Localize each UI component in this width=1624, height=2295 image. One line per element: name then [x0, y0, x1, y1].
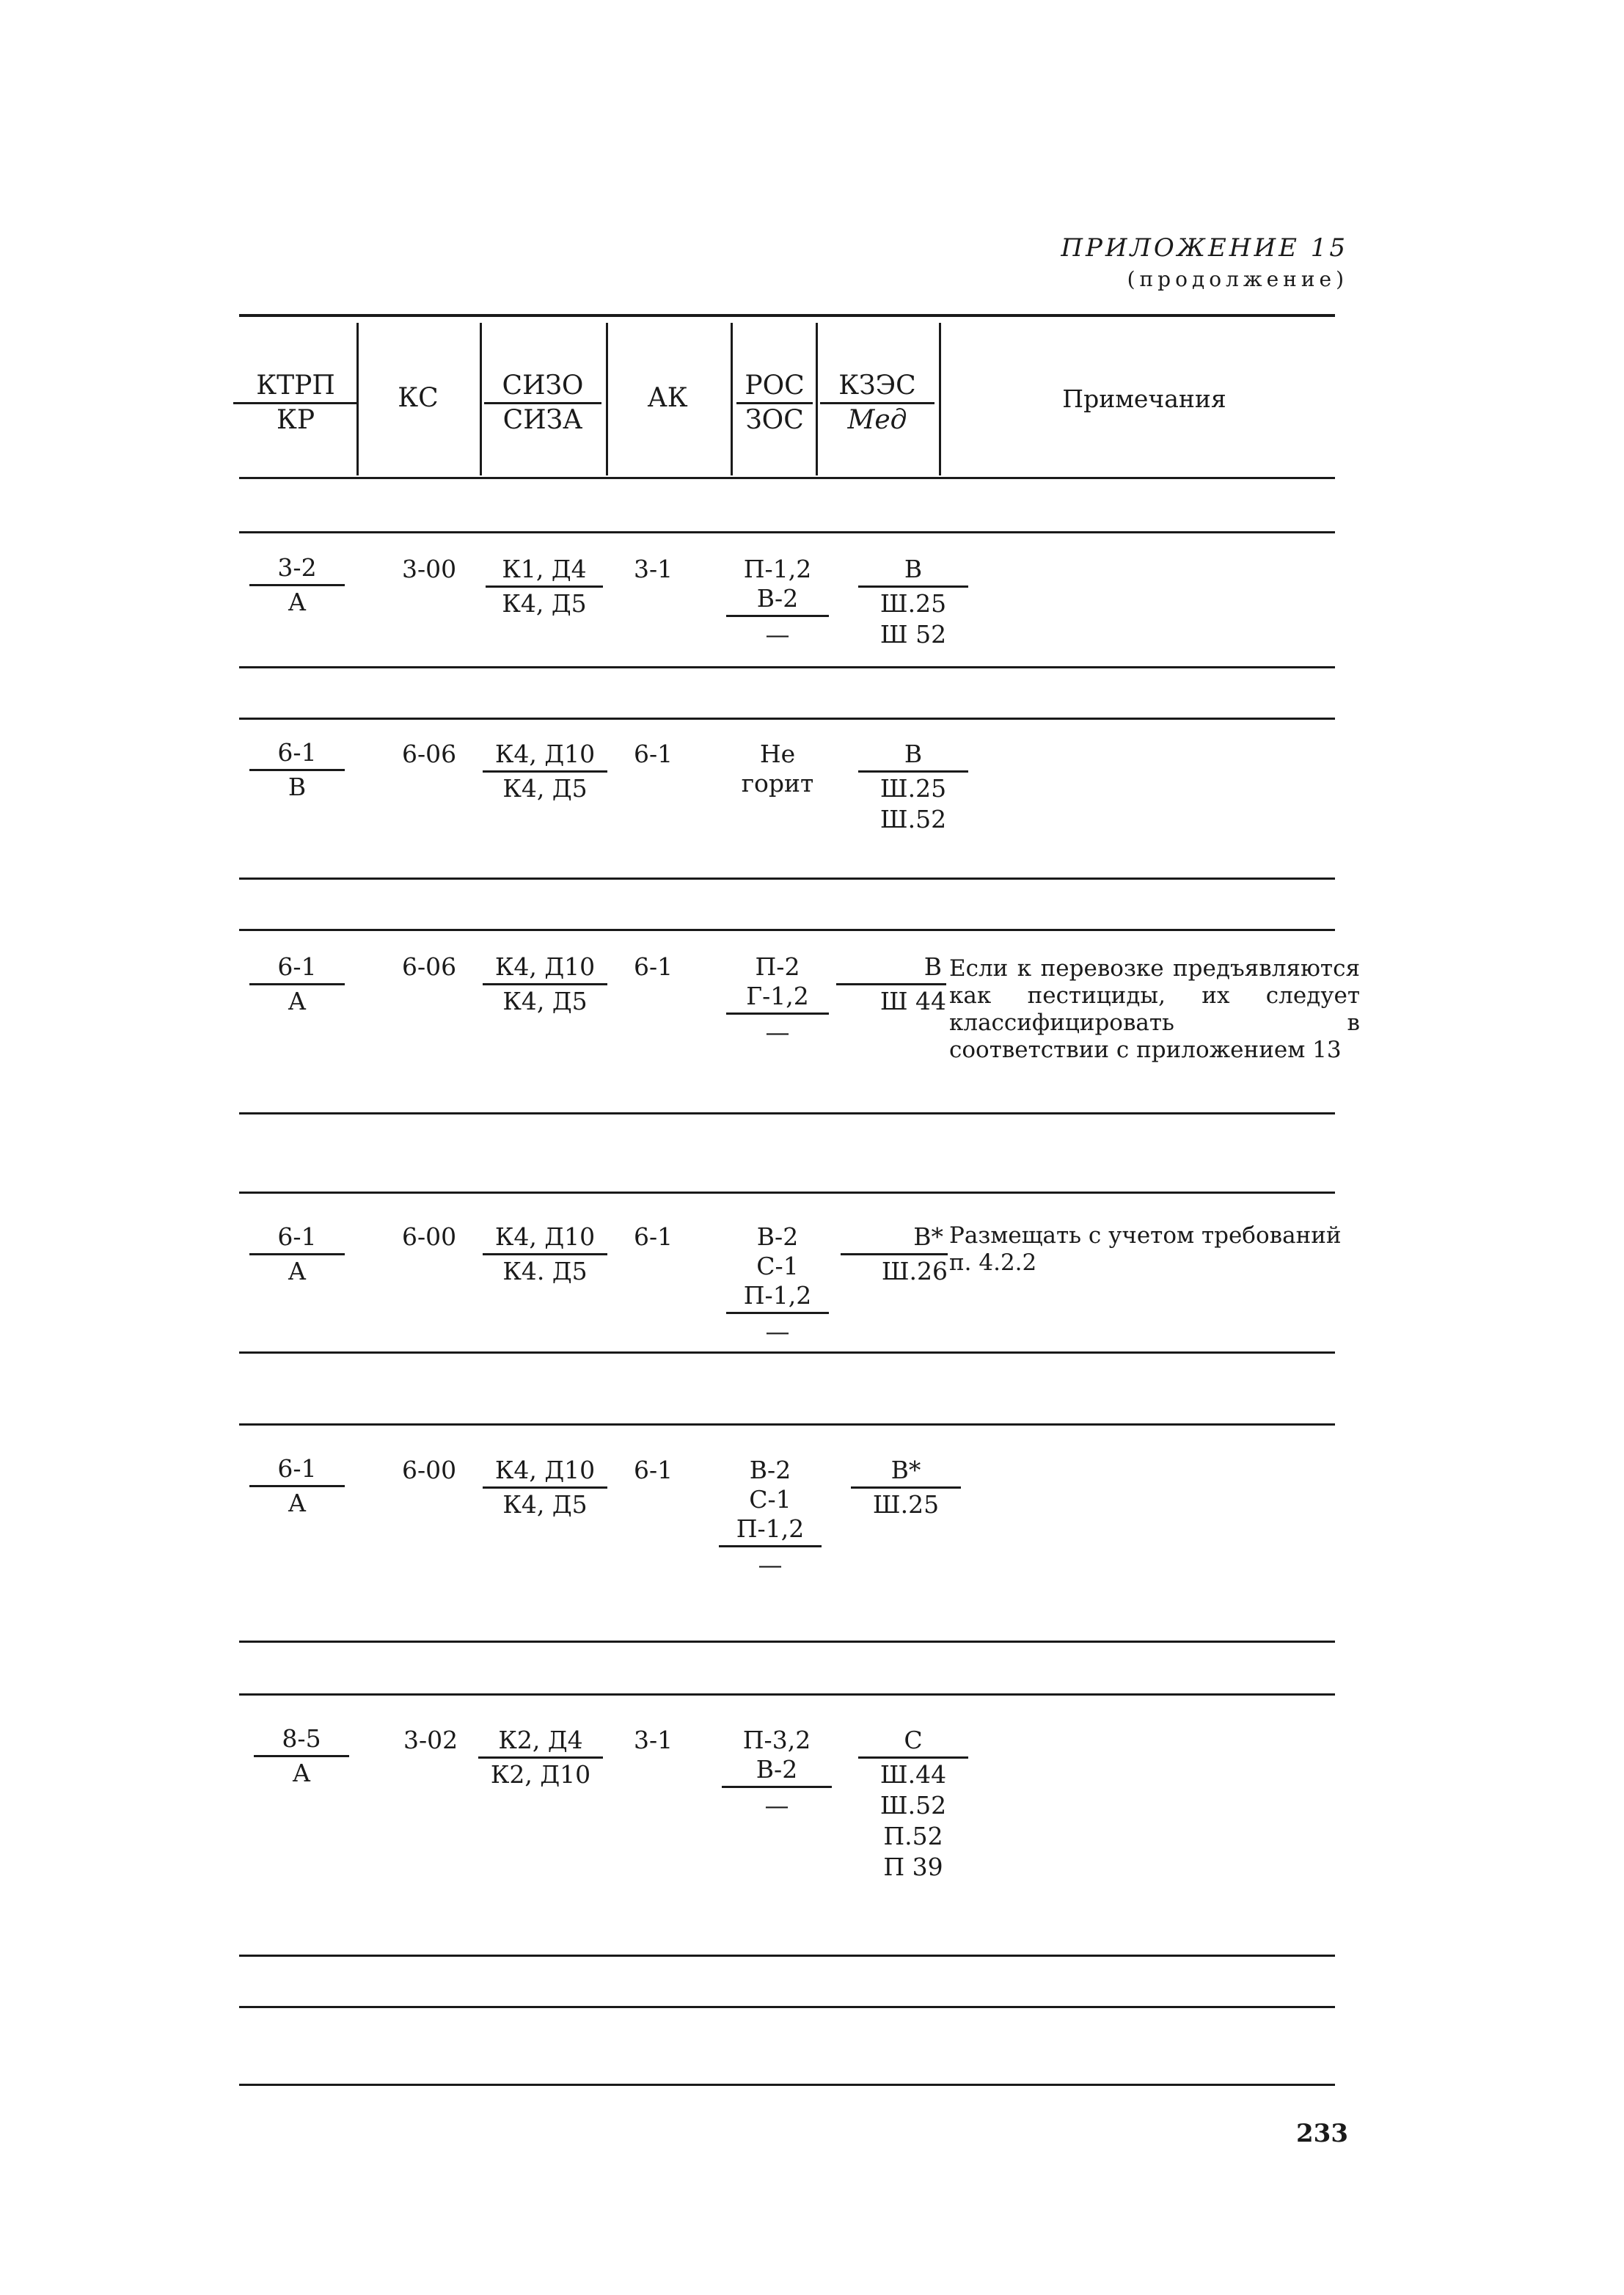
row-3-ktrp-kr: [249, 952, 345, 1016]
row-6-ak: 3-1: [634, 1726, 673, 1754]
row-2-ros: [726, 740, 829, 798]
row-5-ak: 6-1: [634, 1456, 673, 1484]
row-4-ros-1: В-2: [756, 1222, 799, 1251]
row-2-ktrp-kr: [249, 738, 345, 802]
row-2-med-1: Ш.25: [879, 774, 947, 803]
row-6-med-2: Ш.52: [879, 1791, 947, 1820]
row-4-ros-4: —: [765, 1317, 790, 1346]
col-ak: АК: [647, 383, 688, 413]
row-2-sizo: К4, Д10: [483, 740, 607, 773]
appendix-title: ПРИЛОЖЕНИЕ 15: [1061, 233, 1348, 263]
row-5-ks: 6-00: [402, 1456, 457, 1484]
row-6-ros-2: В-2: [722, 1755, 832, 1788]
row-6-kzes: С: [858, 1726, 968, 1759]
row-2-top-rule: [239, 718, 1335, 720]
row-4-ros-3: П-1,2: [726, 1281, 829, 1314]
row-6-med-3: П.52: [883, 1822, 943, 1850]
row-6-ks: 3-02: [403, 1726, 458, 1754]
extra-rule-1: [239, 2006, 1335, 2008]
row-1-ktrp: 3-2: [249, 553, 345, 586]
row-1-kzes-med: [858, 555, 968, 649]
header-sep-5: [816, 323, 818, 475]
col-ros: РОС: [736, 371, 813, 404]
row-4-note: Размещать с учетом требований п. 4.2.2: [949, 1222, 1342, 1276]
row-4-ktrp-kr: [249, 1222, 345, 1286]
row-1-sizo-siza: [486, 555, 603, 619]
row-2-ak: 6-1: [634, 740, 673, 768]
row-3-kzes: В: [836, 952, 946, 985]
header-sep-4: [731, 323, 733, 475]
row-5-ros: [719, 1456, 822, 1580]
col-ros-zos: [736, 371, 813, 435]
row-2-siza: К4, Д5: [502, 774, 588, 803]
row-4-ros-2: С-1: [756, 1252, 799, 1280]
row-2-ros-1: Не: [759, 740, 796, 768]
row-5-top-rule: [239, 1423, 1335, 1426]
row-4-sizo: К4, Д10: [483, 1222, 607, 1255]
row-2-ktrp: 6-1: [249, 738, 345, 771]
row-1-siza: К4, Д5: [502, 589, 587, 618]
row-6-med-4: П 39: [883, 1853, 943, 1881]
row-1-ak: 3-1: [634, 555, 673, 583]
row-1-ros-3: —: [765, 620, 790, 649]
row-1-ktrp-kr: [249, 553, 345, 617]
row-3-med-1: Ш 44: [879, 987, 946, 1015]
row-3-ks: 6-06: [402, 952, 457, 981]
row-6-kr: А: [292, 1759, 311, 1787]
row-6-siza: К2, Д10: [490, 1760, 591, 1789]
col-notes: Примечания: [1062, 384, 1226, 413]
row-5-sizo-siza: [483, 1456, 607, 1519]
extra-rule-2: [239, 2084, 1335, 2086]
col-kr: КР: [276, 405, 315, 435]
row-1-kzes: В: [858, 555, 968, 588]
row-4-bottom-rule: [239, 1351, 1335, 1354]
row-5-ros-2: С-1: [749, 1485, 791, 1514]
header-bottom-rule: [239, 477, 1335, 479]
header-sep-6: [939, 323, 941, 475]
row-1-ros-2: В-2: [726, 584, 829, 617]
row-4-ros: [726, 1222, 829, 1346]
row-3-kzes-med: [836, 952, 946, 1016]
row-3-ros-3: —: [765, 1018, 790, 1046]
appendix-subtitle: (продолжение): [1127, 267, 1348, 291]
row-4-kzes-med: [841, 1222, 948, 1286]
row-3-ros: [726, 952, 829, 1047]
row-6-ros: [722, 1726, 832, 1820]
row-5-ros-3: П-1,2: [719, 1514, 822, 1547]
row-5-ros-1: В-2: [749, 1456, 791, 1484]
row-4-med-1: Ш.26: [881, 1257, 948, 1285]
row-2-kzes: В: [858, 740, 968, 773]
col-sizo-siza: [484, 371, 601, 435]
row-6-sizo: К2, Д4: [478, 1726, 603, 1759]
row-4-kr: А: [288, 1257, 307, 1285]
col-sizo: СИЗО: [484, 371, 601, 404]
row-1-ks: 3-00: [402, 555, 457, 583]
header-top-rule: [239, 314, 1335, 317]
row-1-ros: [726, 555, 829, 649]
row-2-kr: В: [288, 773, 307, 801]
col-ks: КС: [398, 383, 439, 413]
row-5-ros-4: —: [758, 1550, 783, 1579]
row-4-siza: К4. Д5: [502, 1257, 588, 1285]
row-5-siza: К4, Д5: [502, 1490, 588, 1519]
row-4-top-rule: [239, 1192, 1335, 1194]
row-5-med-1: Ш.25: [872, 1490, 940, 1519]
row-4-kzes: В*: [841, 1222, 948, 1255]
row-2-med-2: Ш.52: [879, 805, 947, 833]
row-3-bottom-rule: [239, 1112, 1335, 1114]
col-siza: СИЗА: [502, 405, 583, 435]
row-3-sizo-siza: [483, 952, 607, 1016]
row-1-top-rule: [239, 531, 1335, 533]
row-4-ktrp: 6-1: [249, 1222, 345, 1255]
row-5-kr: А: [288, 1489, 307, 1517]
row-1-med-1: Ш.25: [879, 589, 947, 618]
col-med: Мед: [847, 405, 907, 435]
row-2-sizo-siza: [483, 740, 607, 803]
col-kzes-med: [820, 371, 934, 435]
col-ktrp: КТРП: [233, 371, 358, 404]
row-4-ak: 6-1: [634, 1222, 673, 1251]
row-3-ros-1: П-2: [755, 952, 800, 981]
row-3-siza: К4, Д5: [502, 987, 588, 1015]
header-sep-2: [480, 323, 482, 475]
row-2-ros-2: горит: [741, 769, 814, 798]
row-6-ros-3: —: [764, 1791, 789, 1820]
row-5-kzes: В*: [851, 1456, 961, 1489]
row-3-kr: А: [288, 987, 307, 1015]
row-3-note: Если к перевозке предъявляются как пестициды, их следует классифицировать в соответствии с приложением 13: [949, 955, 1360, 1063]
row-5-bottom-rule: [239, 1641, 1335, 1643]
row-5-ktrp-kr: [249, 1454, 345, 1518]
row-5-kzes-med: [851, 1456, 961, 1519]
row-1-kr: А: [288, 588, 307, 616]
row-3-ak: 6-1: [634, 952, 673, 981]
row-6-ros-1: П-3,2: [742, 1726, 811, 1754]
row-6-bottom-rule: [239, 1955, 1335, 1957]
header-sep-3: [606, 323, 608, 475]
row-1-bottom-rule: [239, 666, 1335, 668]
row-1-sizo: К1, Д4: [486, 555, 603, 588]
row-2-bottom-rule: [239, 878, 1335, 880]
row-6-med-1: Ш.44: [879, 1760, 947, 1789]
row-4-ks: 6-00: [402, 1222, 457, 1251]
row-6-kzes-med: [858, 1726, 968, 1882]
row-5-sizo: К4, Д10: [483, 1456, 607, 1489]
row-6-ktrp: 8-5: [254, 1724, 349, 1757]
row-2-ks: 6-06: [402, 740, 457, 768]
row-6-ktrp-kr: [254, 1724, 349, 1788]
row-3-top-rule: [239, 929, 1335, 931]
row-1-med-2: Ш 52: [879, 620, 947, 649]
row-3-ros-2: Г-1,2: [726, 982, 829, 1015]
row-2-kzes-med: [858, 740, 968, 834]
row-3-ktrp: 6-1: [249, 952, 345, 985]
page-number: 233: [1296, 2119, 1348, 2148]
col-ktrp-kr: [233, 371, 358, 435]
row-6-sizo-siza: [478, 1726, 603, 1789]
col-zos: ЗОС: [745, 405, 804, 435]
row-6-top-rule: [239, 1693, 1335, 1696]
row-5-ktrp: 6-1: [249, 1454, 345, 1487]
row-3-sizo: К4, Д10: [483, 952, 607, 985]
row-4-sizo-siza: [483, 1222, 607, 1286]
col-kzes: КЗЭС: [820, 371, 934, 404]
row-1-ros-1: П-1,2: [743, 555, 812, 583]
